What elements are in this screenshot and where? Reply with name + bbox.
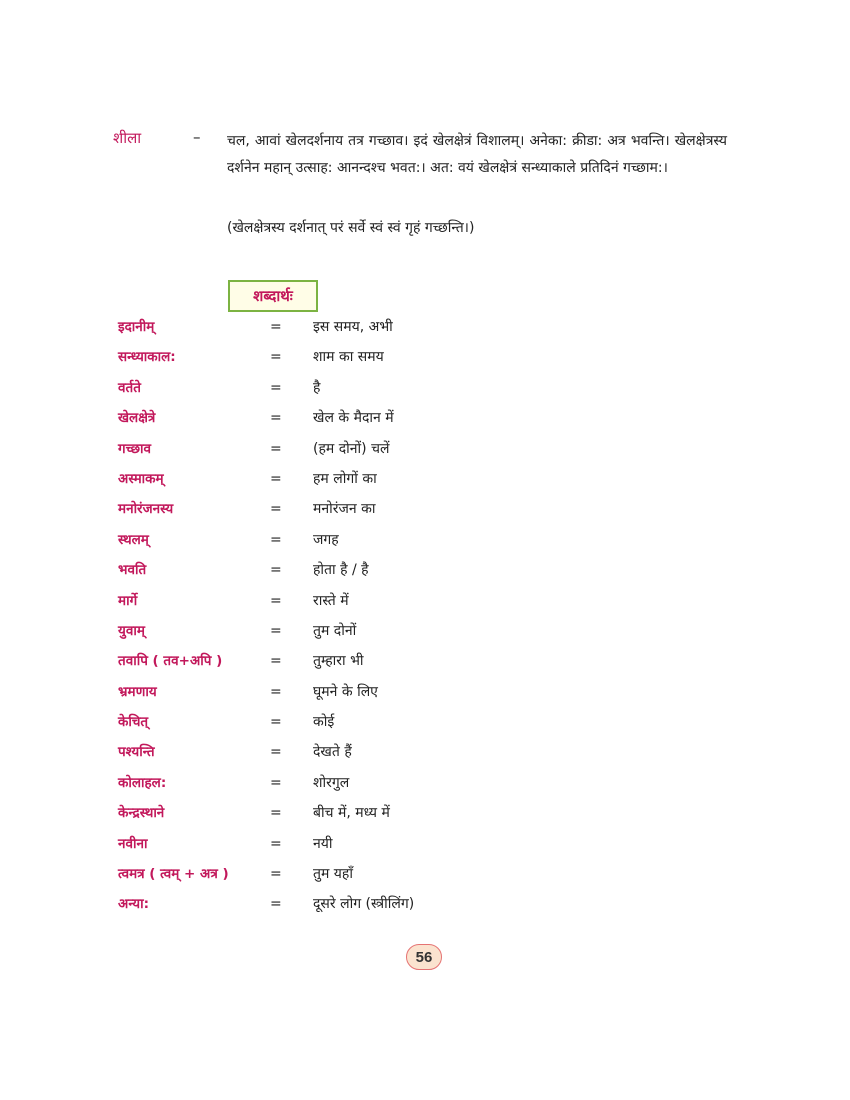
glossary-term: अन्या: [118,896,150,913]
glossary-meaning: दूसरे लोग (स्त्रीलिंग) [313,896,415,913]
glossary-row [118,620,738,650]
glossary-term: कोलाहल: [118,774,167,791]
glossary-term: खेलक्षेत्रे [118,410,156,427]
glossary-term: युवाम् [118,622,145,639]
glossary-row [118,590,738,620]
glossary-term: सन्ध्याकाल: [118,349,176,366]
glossary-equals: = [270,592,282,609]
glossary-row [118,863,738,893]
glossary-term: नवीना [118,835,148,852]
glossary-equals: = [270,622,282,639]
glossary-equals: = [270,835,282,852]
glossary-equals: = [270,683,282,700]
glossary-term: गच्छाव [118,440,152,457]
stage-direction: (खेलक्षेत्रस्य दर्शनात् परं सर्वे स्वं स्वं गृहं गच्छन्ति।) [227,220,475,236]
glossary-equals: = [270,774,282,791]
glossary-term: मनोरंजनस्य [118,501,174,518]
glossary-meaning: मनोरंजन का [313,501,376,518]
glossary-meaning: शोरगुल [313,774,350,791]
glossary-term: भ्रमणाय [118,683,157,700]
glossary-meaning: बीच में, मध्य में [313,805,390,822]
glossary-equals: = [270,714,282,731]
glossary-row [118,468,738,498]
glossary-meaning: इस समय, अभी [313,319,393,335]
glossary-row [118,741,738,771]
glossary-equals: = [270,501,282,518]
glossary-meaning: खेल के मैदान में [313,410,394,427]
glossary-row [118,833,738,863]
glossary-equals: = [270,531,282,548]
glossary-equals: = [270,562,282,579]
dialogue-text: चल, आवां खेलदर्शनाय तत्र गच्छाव। इदं खेलक्षेत्रं विशालम्। अनेका: क्रीडा: अत्र भवन्ति। खेलक्षेत्रस्य दर्शनेन महान् उत्साह: आनन्दश्च भवत:। अत: वयं खेलक्षेत्रं सन्ध्याकाले प्रतिदिनं गच्छाम:। [227,133,727,176]
glossary-term: पश्यन्ति [118,744,155,761]
glossary-row [118,438,738,468]
speaker-dash: – [193,128,201,146]
glossary-row [118,377,738,407]
glossary-meaning: शाम का समय [313,349,384,366]
glossary-meaning: रास्ते में [313,592,349,609]
glossary-meaning: तुम यहाँ [313,866,353,883]
glossary-meaning: (हम दोनों) चलें [313,440,390,457]
glossary-row [118,529,738,559]
glossary-equals: = [270,349,282,366]
glossary-term: भवति [118,562,147,579]
glossary-equals: = [270,440,282,457]
glossary-meaning: तुम्हारा भी [313,653,364,670]
glossary-row [118,681,738,711]
glossary-equals: = [270,470,282,487]
glossary-term: वर्तते [118,379,141,396]
glossary-row [118,893,738,923]
glossary-equals: = [270,653,282,670]
glossary-term: केन्द्रस्थाने [118,805,165,822]
glossary-row [118,559,738,589]
glossary-equals: = [270,866,282,883]
glossary-equals: = [270,319,282,335]
glossary-term: स्थलम् [118,531,149,548]
glossary-term: मार्गे [118,592,138,609]
glossary-term: इदानीम् [118,319,155,335]
glossary-term: तवापि ( तव+अपि ) [118,653,223,670]
glossary-meaning: तुम दोनों [313,622,357,639]
glossary-row [118,650,738,680]
glossary-row [118,772,738,802]
glossary-meaning: कोई [313,714,335,731]
glossary-row [118,316,738,346]
glossary-term: अस्माकम् [118,470,164,487]
glossary-meaning: घूमने के लिए [313,683,378,700]
glossary-row [118,407,738,437]
glossary-row [118,711,738,741]
glossary-row [118,498,738,528]
glossary-row [118,346,738,376]
glossary-meaning: नयी [313,835,333,852]
glossary-meaning: है [313,379,321,396]
glossary-equals: = [270,379,282,396]
glossary-equals: = [270,410,282,427]
glossary-equals: = [270,805,282,822]
glossary-term: केचित् [118,714,149,731]
glossary-term: त्वमत्र ( त्वम् + अत्र ) [118,866,229,883]
glossary-heading: शब्दार्थः [228,280,318,312]
page-number: 56 [406,944,442,970]
glossary-equals: = [270,744,282,761]
glossary-equals: = [270,896,282,913]
glossary-row [118,802,738,832]
glossary-meaning: जगह [313,531,339,548]
glossary-meaning: देखते हैं [313,744,352,761]
glossary-meaning: हम लोगों का [313,470,377,487]
glossary-list [118,316,738,924]
glossary-meaning: होता है / है [313,562,369,579]
speaker-name: शीला [113,129,142,147]
